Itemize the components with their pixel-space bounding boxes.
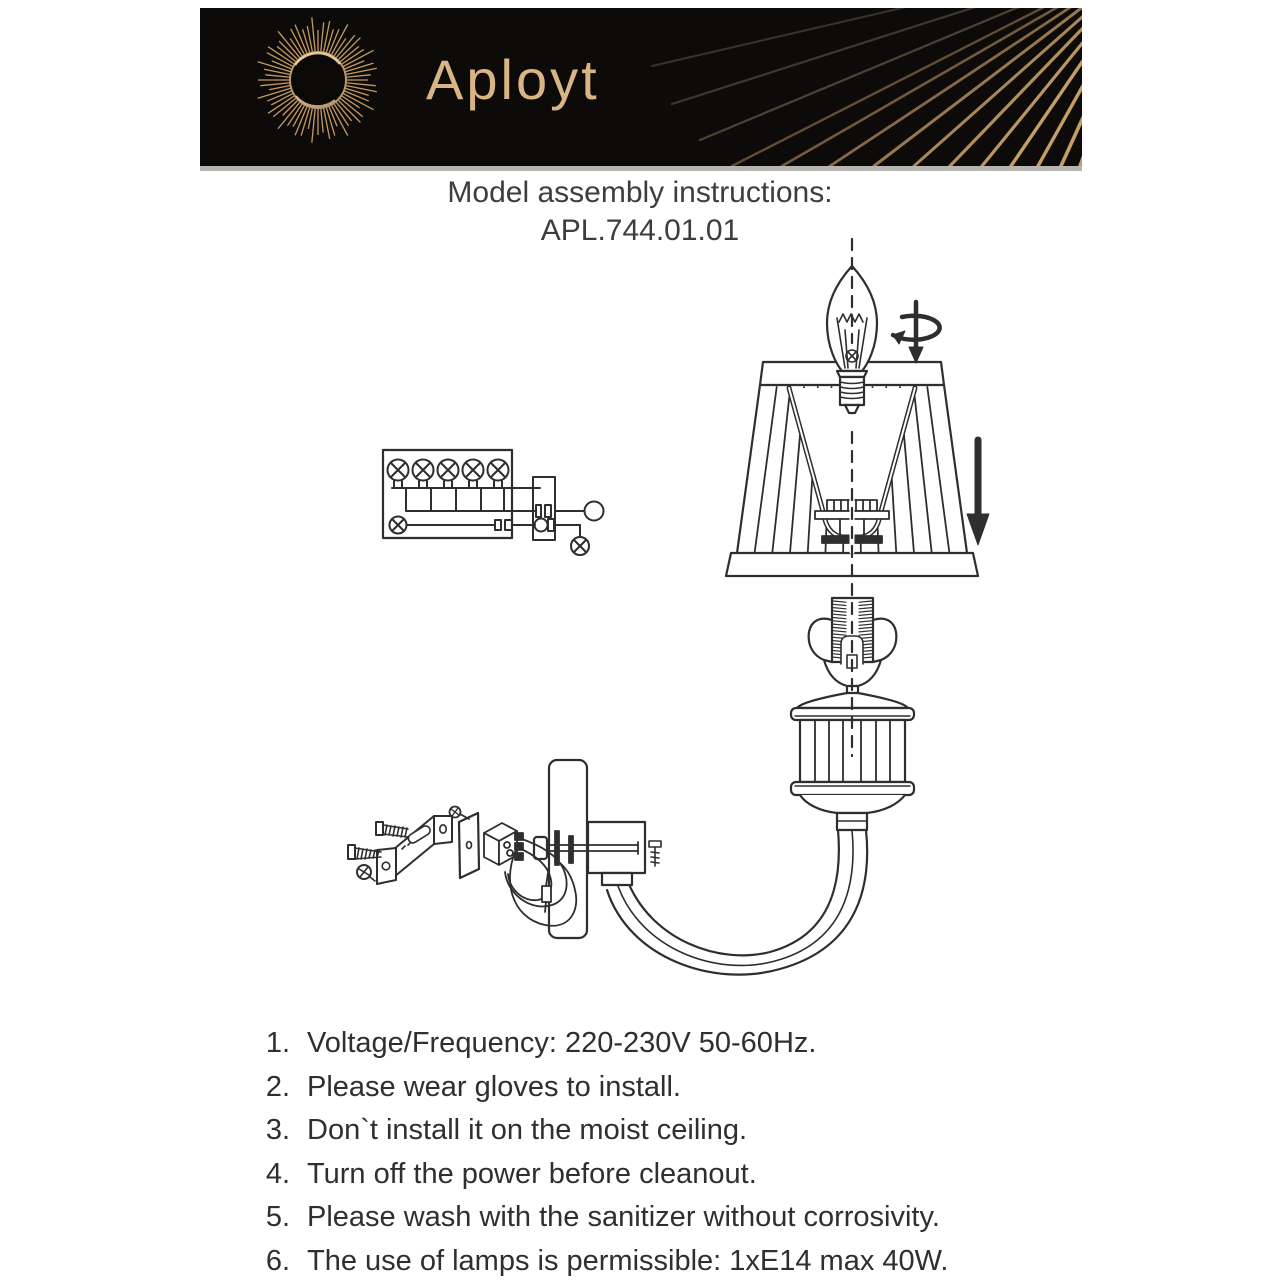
box-screw xyxy=(649,841,661,866)
list-item xyxy=(256,1066,1076,1110)
list-item xyxy=(256,1240,1076,1280)
item-text: Voltage/Frequency: 220-230V 50-60Hz. xyxy=(307,1027,817,1059)
brand-name: Aployt xyxy=(426,48,600,111)
item-number: 1. xyxy=(265,1027,290,1059)
item-number: 3. xyxy=(265,1114,290,1146)
list-item xyxy=(256,1109,1076,1153)
item-text: Don`t install it on the moist ceiling. xyxy=(307,1114,748,1146)
wall-plate xyxy=(534,760,661,938)
item-number: 6. xyxy=(265,1244,290,1277)
list-item xyxy=(256,1196,1076,1240)
mounting-bracket xyxy=(348,816,452,884)
cover-plate xyxy=(450,807,480,879)
item-text: Please wash with the sanitizer without corrosivity. xyxy=(307,1201,940,1233)
list-item xyxy=(256,1153,1076,1197)
title-line-1: Model assembly instructions: xyxy=(447,176,833,209)
item-number: 4. xyxy=(265,1157,290,1190)
item-number: 2. xyxy=(265,1070,290,1103)
item-text: Please wear gloves to install. xyxy=(307,1070,681,1103)
item-number: 5. xyxy=(265,1201,290,1233)
list-item xyxy=(256,1022,1076,1066)
item-text: Turn off the power before cleanout. xyxy=(307,1157,757,1190)
instructions-list xyxy=(256,1022,1076,1280)
model-code: APL.744.01.01 xyxy=(540,214,740,247)
down-arrow-icon xyxy=(967,440,989,545)
wiring-schematic xyxy=(383,450,604,555)
rotation-arrow-icon xyxy=(893,302,940,363)
item-text: The use of lamps is permissible: 1xE14 max 40W. xyxy=(307,1244,949,1277)
